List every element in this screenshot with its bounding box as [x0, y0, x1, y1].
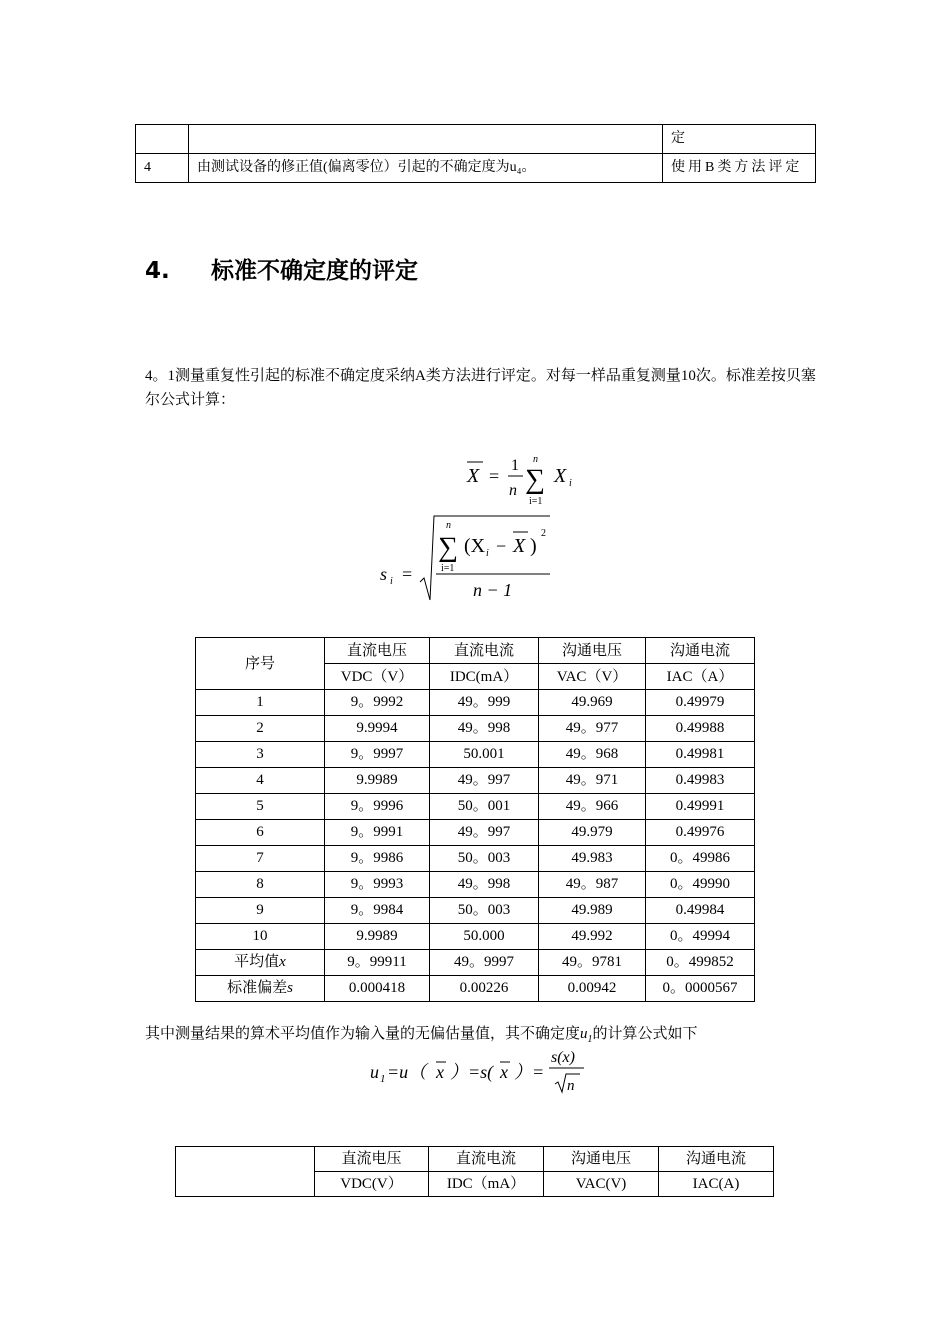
- mean-idc: 49。9997: [430, 950, 539, 976]
- cell-idc: 50.001: [430, 742, 539, 768]
- table-row: [196, 872, 755, 898]
- row-number: 4: [136, 154, 189, 183]
- std-sigma: ∑: [438, 532, 458, 563]
- mean-one: 1: [511, 457, 519, 474]
- table-row: [196, 924, 755, 950]
- mean-eq: =: [489, 466, 500, 486]
- mean-vdc: 9。99911: [325, 950, 430, 976]
- mean-sigma-top: n: [533, 454, 538, 465]
- u1-part3: ）=: [514, 1062, 545, 1082]
- cell-iac: 0。49986: [646, 846, 755, 872]
- cell-index: 3: [196, 742, 325, 768]
- mean-n: n: [509, 482, 517, 499]
- header-idc: 直流电流: [430, 638, 539, 664]
- cell-vdc: 9。9992: [325, 690, 430, 716]
- mean-symbol: x: [279, 954, 286, 970]
- cell-iac: 0.49988: [646, 716, 755, 742]
- cell-index: 9: [196, 898, 325, 924]
- u1-paragraph-tail: 的计算公式如下: [592, 1026, 698, 1042]
- section-title: 标准不确定度的评定: [211, 258, 418, 284]
- cell-iac: 0.49983: [646, 768, 755, 794]
- std-vac: 0.00942: [539, 976, 646, 1002]
- header-iac: 沟通电流: [646, 638, 755, 664]
- cell-iac: 0。49994: [646, 924, 755, 950]
- bottom-table: [175, 1146, 774, 1197]
- std-paren-open: (X: [464, 535, 486, 557]
- std-idc: 0.00226: [430, 976, 539, 1002]
- table-row: [196, 846, 755, 872]
- bottom-header-vac: 沟通电压: [544, 1147, 659, 1172]
- mean-label-text: 平均值: [234, 954, 280, 970]
- cell-idc: 49。999: [430, 690, 539, 716]
- std-minus: −: [496, 536, 507, 556]
- table-body: [196, 690, 755, 950]
- std-xi-sub: i: [486, 548, 489, 559]
- u1-paragraph-text: 其中测量结果的算术平均值作为输入量的无偏估量值，其不确定度: [145, 1026, 581, 1042]
- u1-lhs: u: [370, 1062, 379, 1082]
- cell-iac: 0.49991: [646, 794, 755, 820]
- cell-idc: 49。998: [430, 716, 539, 742]
- cell-vdc: 9。9986: [325, 846, 430, 872]
- mean-sigma: ∑: [525, 464, 545, 495]
- cell-vdc: 9。9996: [325, 794, 430, 820]
- bottom-header-iac-unit: IAC(A): [659, 1172, 774, 1197]
- top-table: [135, 124, 816, 183]
- cell-vac: 49。966: [539, 794, 646, 820]
- cell-idc: 50。001: [430, 794, 539, 820]
- table-header-row: [196, 638, 755, 664]
- table-row: [196, 898, 755, 924]
- mean-iac: 0。499852: [646, 950, 755, 976]
- cell-index: 5: [196, 794, 325, 820]
- std-iac: 0。0000567: [646, 976, 755, 1002]
- std-xbar: X: [513, 535, 526, 557]
- row-method: 使用B类方法评定: [663, 154, 816, 183]
- row-method: 定: [663, 125, 816, 154]
- row-description: [189, 125, 663, 154]
- cell-idc: 50。003: [430, 898, 539, 924]
- cell-vac: 49。971: [539, 768, 646, 794]
- mean-x: X: [467, 465, 480, 487]
- std-sigma-bottom: i=1: [441, 563, 455, 574]
- bottom-header-empty: [176, 1147, 315, 1197]
- cell-iac: 0。49990: [646, 872, 755, 898]
- bottom-header-vac-unit: VAC(V): [544, 1172, 659, 1197]
- table-row: [136, 154, 816, 183]
- cell-vdc: 9。9993: [325, 872, 430, 898]
- table-row: [136, 125, 816, 154]
- std-formula: [378, 512, 568, 604]
- u1-part1: =u（: [387, 1062, 427, 1082]
- cell-vac: 49。987: [539, 872, 646, 898]
- std-symbol: s: [287, 980, 293, 996]
- bottom-header-vdc-unit: VDC(V）: [315, 1172, 429, 1197]
- header-vac: 沟通电压: [539, 638, 646, 664]
- section-number: 4.: [145, 258, 170, 284]
- std-denominator: n − 1: [473, 580, 513, 600]
- cell-vdc: 9。9997: [325, 742, 430, 768]
- section-heading: [145, 252, 418, 285]
- cell-iac: 0.49976: [646, 820, 755, 846]
- mean-sigma-bottom: i=1: [529, 496, 543, 507]
- cell-iac: 0.49984: [646, 898, 755, 924]
- cell-index: 1: [196, 690, 325, 716]
- header-vdc-unit: VDC（V）: [325, 664, 430, 690]
- cell-index: 4: [196, 768, 325, 794]
- header-vdc: 直流电压: [325, 638, 430, 664]
- u1-part2: ）=s(: [450, 1062, 494, 1082]
- cell-iac: 0.49979: [646, 690, 755, 716]
- cell-vdc: 9。9991: [325, 820, 430, 846]
- table-row: [196, 690, 755, 716]
- cell-idc: 50。003: [430, 846, 539, 872]
- mean-xi: X: [554, 465, 567, 487]
- table-row: [196, 768, 755, 794]
- row-number: [136, 125, 189, 154]
- std-paren-close: ): [530, 535, 537, 557]
- cell-vac: 49.969: [539, 690, 646, 716]
- table-row: [196, 794, 755, 820]
- u1-symbol-sub: 1: [587, 1034, 593, 1045]
- cell-vac: 49.992: [539, 924, 646, 950]
- std-s: s: [380, 564, 388, 584]
- std-eq: =: [402, 564, 413, 584]
- bottom-header-vdc: 直流电压: [315, 1147, 429, 1172]
- header-idc-unit: IDC(mA）: [430, 664, 539, 690]
- mean-row: [196, 950, 755, 976]
- cell-vac: 49.979: [539, 820, 646, 846]
- cell-vac: 49。977: [539, 716, 646, 742]
- cell-vdc: 9.9994: [325, 716, 430, 742]
- row-description: 由测试设备的修正值(偏离零位）引起的不确定度为u₄。: [189, 154, 663, 183]
- bottom-header-idc-unit: IDC（mA）: [429, 1172, 544, 1197]
- std-row: [196, 976, 755, 1002]
- cell-idc: 50.000: [430, 924, 539, 950]
- u1-symbol: u: [580, 1026, 588, 1042]
- std-sigma-top: n: [446, 520, 451, 531]
- table-row: [196, 742, 755, 768]
- cell-index: 7: [196, 846, 325, 872]
- cell-index: 2: [196, 716, 325, 742]
- std-square: 2: [541, 528, 546, 539]
- header-index: [196, 638, 325, 690]
- u1-lhs-sub: 1: [380, 1073, 386, 1085]
- cell-idc: 49。997: [430, 768, 539, 794]
- std-label-text: 标准偏差: [227, 980, 288, 996]
- table-row: [196, 716, 755, 742]
- table-row: [196, 820, 755, 846]
- std-s-sub: i: [390, 576, 393, 587]
- u1-numerator: s(x): [551, 1049, 575, 1066]
- cell-vac: 49。968: [539, 742, 646, 768]
- cell-index: 6: [196, 820, 325, 846]
- cell-index: 10: [196, 924, 325, 950]
- intro-paragraph: 4。1测量重复性引起的标准不确定度采纳A类方法进行评定。对每一样品重复测量10次。标准差按贝塞尔公式计算：: [145, 368, 816, 408]
- cell-vac: 49.983: [539, 846, 646, 872]
- mean-vac: 49。9781: [539, 950, 646, 976]
- cell-idc: 49。997: [430, 820, 539, 846]
- mean-label: [196, 950, 325, 976]
- header-iac-unit: IAC（A）: [646, 664, 755, 690]
- std-label: [196, 976, 325, 1002]
- cell-vac: 49.989: [539, 898, 646, 924]
- header-index-label: 序号: [244, 655, 275, 672]
- measurement-table: [195, 637, 755, 1002]
- cell-index: 8: [196, 872, 325, 898]
- mean-formula: [455, 448, 595, 512]
- mean-xi-sub: i: [569, 478, 572, 489]
- bottom-header-iac: 沟通电流: [659, 1147, 774, 1172]
- cell-idc: 49。998: [430, 872, 539, 898]
- table-header-row: [176, 1147, 774, 1172]
- bottom-header-idc: 直流电流: [429, 1147, 544, 1172]
- cell-vdc: 9.9989: [325, 924, 430, 950]
- cell-iac: 0.49981: [646, 742, 755, 768]
- cell-vdc: 9。9984: [325, 898, 430, 924]
- std-vdc: 0.000418: [325, 976, 430, 1002]
- u1-x1: x: [436, 1062, 444, 1082]
- cell-vdc: 9.9989: [325, 768, 430, 794]
- header-vac-unit: VAC（V）: [539, 664, 646, 690]
- u1-formula: [368, 1044, 598, 1100]
- u1-x2: x: [500, 1062, 508, 1082]
- u1-denominator: n: [567, 1078, 575, 1094]
